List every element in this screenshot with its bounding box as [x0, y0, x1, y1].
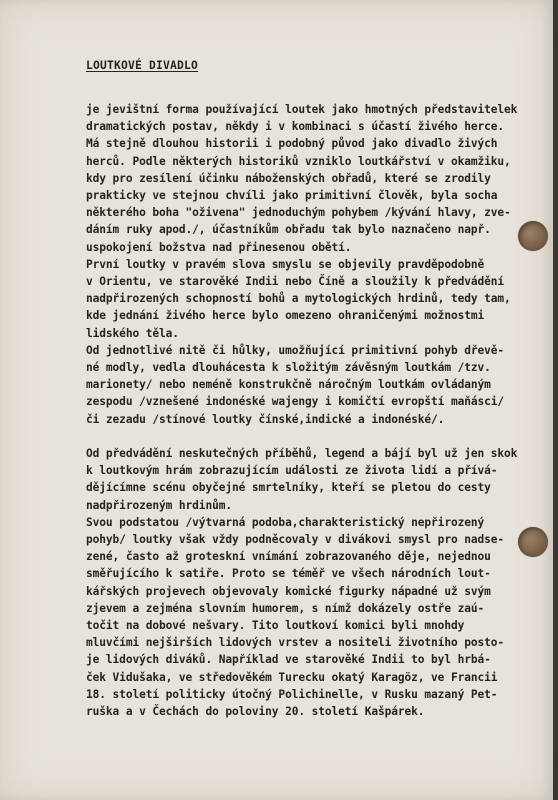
text-line: je jevištní forma používající loutek jako hmotných představitelek	[86, 103, 518, 116]
paragraph	[86, 101, 536, 256]
text-line: Od předvádění neskutečných příběhů, legend a bájí byl už jen skok	[86, 447, 518, 461]
text-line: Svou podstatou /výtvarná podoba,charakteristický nepřirozený	[86, 515, 485, 529]
paragraph-spacer	[86, 428, 536, 445]
paragraph	[86, 342, 536, 428]
text-line: prakticky ve stejnou chvíli jako primitivní člověk, byla socha	[86, 189, 498, 203]
text-line: v Orientu, ve starověké Indii nebo Číně a sloužily k předvádění	[86, 275, 505, 289]
text-line: ruška a v Čechách do poloviny 20. století Kašpárek.	[86, 705, 425, 719]
text-line: dáním ruky apod./, účastníkům obřadu tak bylo naznačeno např.	[86, 223, 491, 237]
document-body	[86, 101, 536, 720]
text-line: ček Vidušaka, ve středověkém Turecku okatý Karagöz, ve Francii	[86, 670, 498, 684]
text-line: zjevem a zejména slovním humorem, s nímž dokázely ostře zaú-	[86, 601, 485, 615]
text-line: Od jednotlivé nitě či hůlky, umožňující primitivní pohyb dřevě-	[86, 343, 505, 357]
text-line: dramatických postav, někdy i v kombinaci s účastí živého herce.	[86, 120, 505, 134]
text-line: zené, často až groteskní vnímání zobrazovaného děje, nejednou	[86, 550, 491, 564]
text-line: nadpřirozeným hrdinům.	[86, 498, 232, 512]
paragraph	[86, 445, 536, 514]
text-line: marionety/ nebo neméně konstrukčně náročným loutkám ovládaným	[86, 378, 491, 392]
paragraph	[86, 256, 536, 342]
show-through-text	[310, 8, 540, 78]
text-line: 18. století politicky útočný Polichinelle, v Rusku mazaný Pet-	[86, 687, 498, 701]
text-line: zespodu /vznešené indonéské wajengy i komičtí evropští maňásci/	[86, 395, 505, 409]
text-line: kde jednání živého herce bylo omezeno ohraničenými možnostmi	[86, 309, 485, 323]
text-line: První loutky v pravém slova smyslu se objevily pravděpodobně	[86, 257, 485, 271]
text-line: kdy pro zesílení účinku náboženských obřadů, které se zrodily	[86, 171, 491, 185]
text-line: některého boha "oživena" jednoduchým pohybem /kývání hlavy, zve-	[86, 206, 511, 220]
text-line: je lidových diváků. Například ve starověké Indii to byl hrbá-	[86, 653, 491, 667]
text-line: točit na dobové nešvary. Tito loutkoví komici byli mnohdy	[86, 619, 465, 633]
text-line: k loutkovým hrám zobrazujícím události ze života lidí a přívá-	[86, 464, 498, 478]
paragraph	[86, 514, 536, 720]
text-line: né modly, vedla dlouhácesta k složitým závěsným loutkám /tzv.	[86, 361, 491, 375]
text-line: uspokojení božstva nad přinesenou obětí.	[86, 240, 352, 254]
text-line: dějícímne scénu obyčejné smrtelníky, kteří se pletou do cesty	[86, 481, 491, 495]
text-line: směřujícího k satiře. Proto se téměř ve všech národních lout-	[86, 567, 491, 581]
text-line: či zezadu /stínové loutky čínské,indické a indonéské/.	[86, 412, 445, 426]
text-line: mluvčími nejširších lidových vrstev a nositeli životního posto-	[86, 636, 505, 650]
text-line: pohyb/ loutky však vždy podněcovaly v divákovi smysl pro nadse-	[86, 533, 505, 547]
text-line: herců. Podle některých historiků vzniklo loutkářství v okamžiku,	[86, 154, 511, 168]
text-line: lidského těla.	[86, 326, 179, 340]
text-line: nadpřirozených schopností bohů a mytologických hrdinů, tedy tam,	[86, 292, 511, 306]
text-line: Má stejně dlouhou historii i podobný původ jako divadlo živých	[86, 137, 498, 151]
text-line: kářských projevech objevovaly komické figurky nápadné už svým	[86, 584, 491, 598]
document-title: LOUTKOVÉ DIVADLO	[86, 59, 199, 72]
